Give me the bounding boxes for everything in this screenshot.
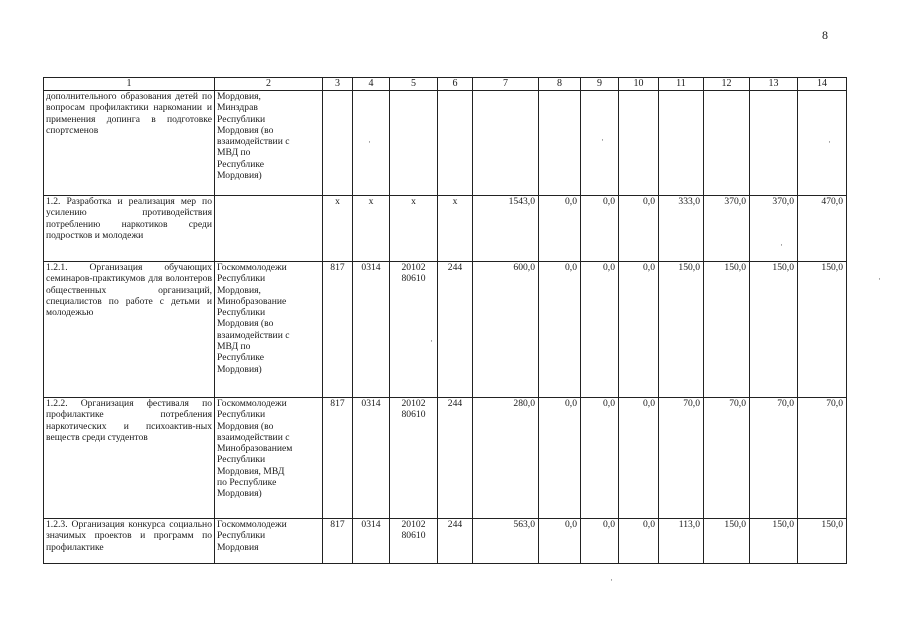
amount-year: 150,0 bbox=[659, 262, 704, 398]
amount-year bbox=[704, 91, 750, 196]
amount-year: 0,0 bbox=[581, 262, 619, 398]
scan-speck: · bbox=[828, 137, 831, 147]
total-amount: 600,0 bbox=[473, 262, 539, 398]
executor-line: Республики bbox=[217, 273, 266, 285]
column-header: 3 bbox=[323, 78, 353, 91]
expense-type-code: 244 bbox=[438, 519, 473, 564]
executor-cell bbox=[215, 262, 323, 398]
amount-year: 0,0 bbox=[581, 196, 619, 262]
executor-line: Госкоммолодежи bbox=[217, 519, 287, 530]
grbs-code bbox=[323, 91, 353, 196]
column-header: 11 bbox=[659, 78, 704, 91]
executor-line: взаимодействии с bbox=[217, 329, 290, 341]
executor-line: Мордовия) bbox=[217, 363, 262, 375]
amount-year: 0,0 bbox=[539, 398, 581, 519]
expense-type-code: x bbox=[438, 196, 473, 262]
executor-line: взаимодействии с bbox=[217, 431, 290, 443]
column-header: 10 bbox=[619, 78, 659, 91]
amount-year: 370,0 bbox=[704, 196, 750, 262]
amount-year: 150,0 bbox=[798, 519, 847, 564]
executor-line: МВД по bbox=[217, 341, 251, 353]
executor-cell bbox=[215, 196, 323, 262]
grbs-code: 817 bbox=[323, 398, 353, 519]
executor-line: Республики bbox=[217, 530, 266, 542]
amount-year: 333,0 bbox=[659, 196, 704, 262]
executor-line: Республики bbox=[217, 409, 266, 421]
section-code: 0314 bbox=[353, 398, 390, 519]
total-amount: 280,0 bbox=[473, 398, 539, 519]
column-header: 8 bbox=[539, 78, 581, 91]
amount-year: 0,0 bbox=[539, 196, 581, 262]
column-header: 14 bbox=[798, 78, 847, 91]
grbs-code: 817 bbox=[323, 262, 353, 398]
executor-line: Минобразованием bbox=[217, 443, 293, 455]
executor-line: по Республике bbox=[217, 477, 277, 489]
target-article-code bbox=[390, 91, 438, 196]
section-code: 0314 bbox=[353, 262, 390, 398]
target-article-code: x bbox=[390, 196, 438, 262]
amount-year: 150,0 bbox=[750, 519, 798, 564]
column-header: 6 bbox=[438, 78, 473, 91]
amount-year: 0,0 bbox=[581, 398, 619, 519]
scan-speck: · bbox=[368, 137, 371, 147]
scan-speck: · bbox=[878, 274, 881, 284]
executor-line: Мордовия) bbox=[217, 488, 262, 500]
executor-line: Минздрав bbox=[217, 102, 258, 114]
executor-line: Мордовия (во bbox=[217, 420, 274, 432]
executor-line: Мордовия, МВД bbox=[217, 465, 285, 477]
page-number: 8 bbox=[822, 28, 828, 42]
measure-description: 1.2.2. Организация фестиваля по профилактике потребления наркотических и психоактив-ных веществ среди студентов bbox=[44, 398, 215, 519]
measure-description: 1.2. Разработка и реализация мер по усилению противодействия потреблению наркотиков среди подростков и молодежи bbox=[44, 196, 215, 262]
amount-year: 0,0 bbox=[581, 519, 619, 564]
column-number-row bbox=[44, 78, 847, 91]
grbs-code: x bbox=[323, 196, 353, 262]
program-funding-table bbox=[43, 77, 847, 564]
executor-line: Республики bbox=[217, 113, 266, 125]
section-code: x bbox=[353, 196, 390, 262]
amount-year: 0,0 bbox=[619, 398, 659, 519]
amount-year: 70,0 bbox=[659, 398, 704, 519]
table-row bbox=[44, 91, 847, 196]
executor-line: Мордовия) bbox=[217, 170, 262, 182]
amount-year bbox=[619, 91, 659, 196]
column-header: 13 bbox=[750, 78, 798, 91]
expense-type-code: 244 bbox=[438, 262, 473, 398]
section-code bbox=[353, 91, 390, 196]
scan-speck: · bbox=[430, 336, 433, 346]
amount-year: 0,0 bbox=[619, 262, 659, 398]
amount-year bbox=[798, 91, 847, 196]
column-header: 9 bbox=[581, 78, 619, 91]
grbs-code: 817 bbox=[323, 519, 353, 564]
amount-year: 70,0 bbox=[704, 398, 750, 519]
column-header: 12 bbox=[704, 78, 750, 91]
target-article-code: 20102 80610 bbox=[390, 398, 438, 519]
executor-line: Республике bbox=[217, 158, 265, 170]
amount-year: 150,0 bbox=[798, 262, 847, 398]
scan-speck: · bbox=[780, 240, 783, 250]
amount-year: 0,0 bbox=[539, 262, 581, 398]
executor-cell bbox=[215, 398, 323, 519]
amount-year bbox=[659, 91, 704, 196]
executor-line: МВД по bbox=[217, 147, 251, 159]
column-header: 5 bbox=[390, 78, 438, 91]
target-article-code: 20102 80610 bbox=[390, 519, 438, 564]
amount-year: 0,0 bbox=[619, 519, 659, 564]
executor-line: взаимодействии с bbox=[217, 136, 290, 148]
total-amount: 1543,0 bbox=[473, 196, 539, 262]
executor-line: Республики bbox=[217, 454, 266, 466]
amount-year: 150,0 bbox=[750, 262, 798, 398]
amount-year: 150,0 bbox=[704, 262, 750, 398]
amount-year bbox=[750, 91, 798, 196]
executor-line: Мордовия, bbox=[217, 284, 261, 296]
amount-year: 113,0 bbox=[659, 519, 704, 564]
table-row bbox=[44, 398, 847, 519]
target-article-code: 20102 80610 bbox=[390, 262, 438, 398]
executor-line: Республике bbox=[217, 352, 265, 364]
scan-speck: · bbox=[601, 135, 604, 145]
expense-type-code: 244 bbox=[438, 398, 473, 519]
amount-year bbox=[581, 91, 619, 196]
table-row bbox=[44, 196, 847, 262]
amount-year bbox=[539, 91, 581, 196]
measure-description: дополнительного образования детей по вопросам профилактики наркомании и применения допинга в подготовке спортсменов bbox=[44, 91, 215, 196]
amount-year: 0,0 bbox=[539, 519, 581, 564]
executor-line: Мордовия bbox=[217, 541, 259, 553]
executor-cell bbox=[215, 519, 323, 564]
measure-description: 1.2.3. Организация конкурса социально значимых проектов и программ по профилактике bbox=[44, 519, 215, 564]
column-header: 4 bbox=[353, 78, 390, 91]
executor-cell bbox=[215, 91, 323, 196]
column-header: 2 bbox=[215, 78, 323, 91]
amount-year: 70,0 bbox=[798, 398, 847, 519]
scan-speck: · bbox=[610, 575, 613, 585]
table-row bbox=[44, 519, 847, 564]
executor-line: Мордовия, bbox=[217, 91, 261, 102]
executor-line: Госкоммолодежи bbox=[217, 262, 287, 273]
executor-line: Госкоммолодежи bbox=[217, 398, 287, 409]
amount-year: 0,0 bbox=[619, 196, 659, 262]
measure-description: 1.2.1. Организация обучающих семинаров-практикумов для волонтеров общественных организаций, специалистов по работе с детьми и молодежью bbox=[44, 262, 215, 398]
column-header: 1 bbox=[44, 78, 215, 91]
total-amount: 563,0 bbox=[473, 519, 539, 564]
executor-line: Мордовия (во bbox=[217, 124, 274, 136]
amount-year: 70,0 bbox=[750, 398, 798, 519]
expense-type-code bbox=[438, 91, 473, 196]
executor-line: Мордовия (во bbox=[217, 318, 274, 330]
amount-year: 150,0 bbox=[704, 519, 750, 564]
column-header: 7 bbox=[473, 78, 539, 91]
section-code: 0314 bbox=[353, 519, 390, 564]
table-row bbox=[44, 262, 847, 398]
amount-year: 470,0 bbox=[798, 196, 847, 262]
amount-year: 370,0 bbox=[750, 196, 798, 262]
executor-line: Минобразование bbox=[217, 295, 287, 307]
executor-line: Республики bbox=[217, 307, 266, 319]
total-amount bbox=[473, 91, 539, 196]
